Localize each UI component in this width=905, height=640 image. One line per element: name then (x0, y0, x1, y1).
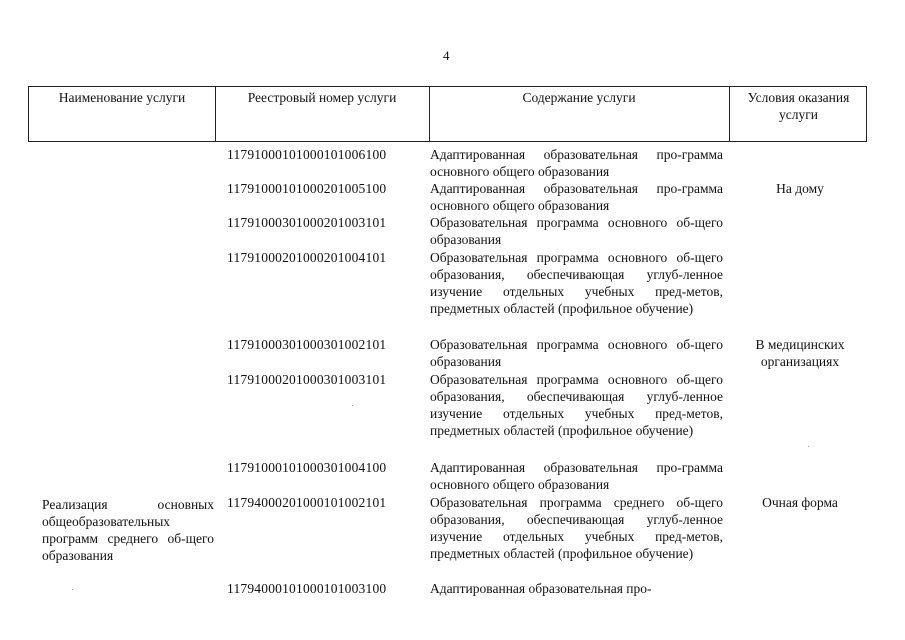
scan-speck (808, 446, 809, 447)
registry-code: 11794000101000101003100 (227, 581, 387, 596)
service-content: Адаптированная образовательная про- (430, 581, 652, 596)
header-registry-number: Реестровый номер услуги (247, 90, 397, 105)
condition-home: На дому (776, 181, 824, 196)
condition-fulltime: Очная форма (762, 495, 838, 510)
service-content: Образовательная программа основного об-щего образования, обеспечивающая углуб-ленное изучение отдельных учебных пред-метов, предметных областей (профильное обучение) (430, 250, 723, 316)
service-content: Адаптированная образовательная про-грамма основного общего образования (430, 460, 723, 492)
registry-code: 11791000301000301002101 (227, 337, 387, 352)
registry-code: 11791000201000301003101 (227, 372, 387, 387)
service-content: Адаптированная образовательная про-грамма основного общего образования (430, 147, 723, 179)
header-service-name: Наименование услуги (58, 90, 186, 105)
header-content: Содержание услуги (522, 90, 636, 105)
registry-code: 11791000201000201004101 (227, 250, 387, 265)
service-content: Образовательная программа среднего об-щего образования, обеспечивающая углуб-ленное изучение отдельных учебных пред-метов, предметных областей (профильное обучение) (430, 495, 723, 561)
table-header (28, 86, 867, 142)
service-content: Образовательная программа основного об-щего образования (430, 337, 723, 369)
registry-code: 11791000101000301004100 (227, 460, 387, 475)
service-content: Адаптированная образовательная про-грамма основного общего образования (430, 181, 723, 213)
condition-medical: В медицинских организациях (755, 337, 845, 369)
registry-code: 11794000201000101002101 (227, 495, 387, 510)
page-number: 4 (443, 48, 450, 63)
registry-code: 11791000101000101006100 (227, 147, 387, 162)
registry-code: 11791000301000201003101 (227, 215, 387, 230)
service-content: Образовательная программа основного об-щего образования, обеспечивающая углуб-ленное изучение отдельных учебных пред-метов, предметных областей (профильное обучение) (430, 372, 723, 438)
scan-speck (352, 405, 353, 406)
service-content: Образовательная программа основного об-щего образования (430, 215, 723, 247)
header-conditions: Условия оказания услуги (747, 90, 850, 122)
scan-speck (72, 589, 73, 590)
registry-code: 11791000101000201005100 (227, 181, 387, 196)
service-name-secondary: Реализация основных общеобразовательных программ среднего об-щего образования (42, 497, 214, 563)
